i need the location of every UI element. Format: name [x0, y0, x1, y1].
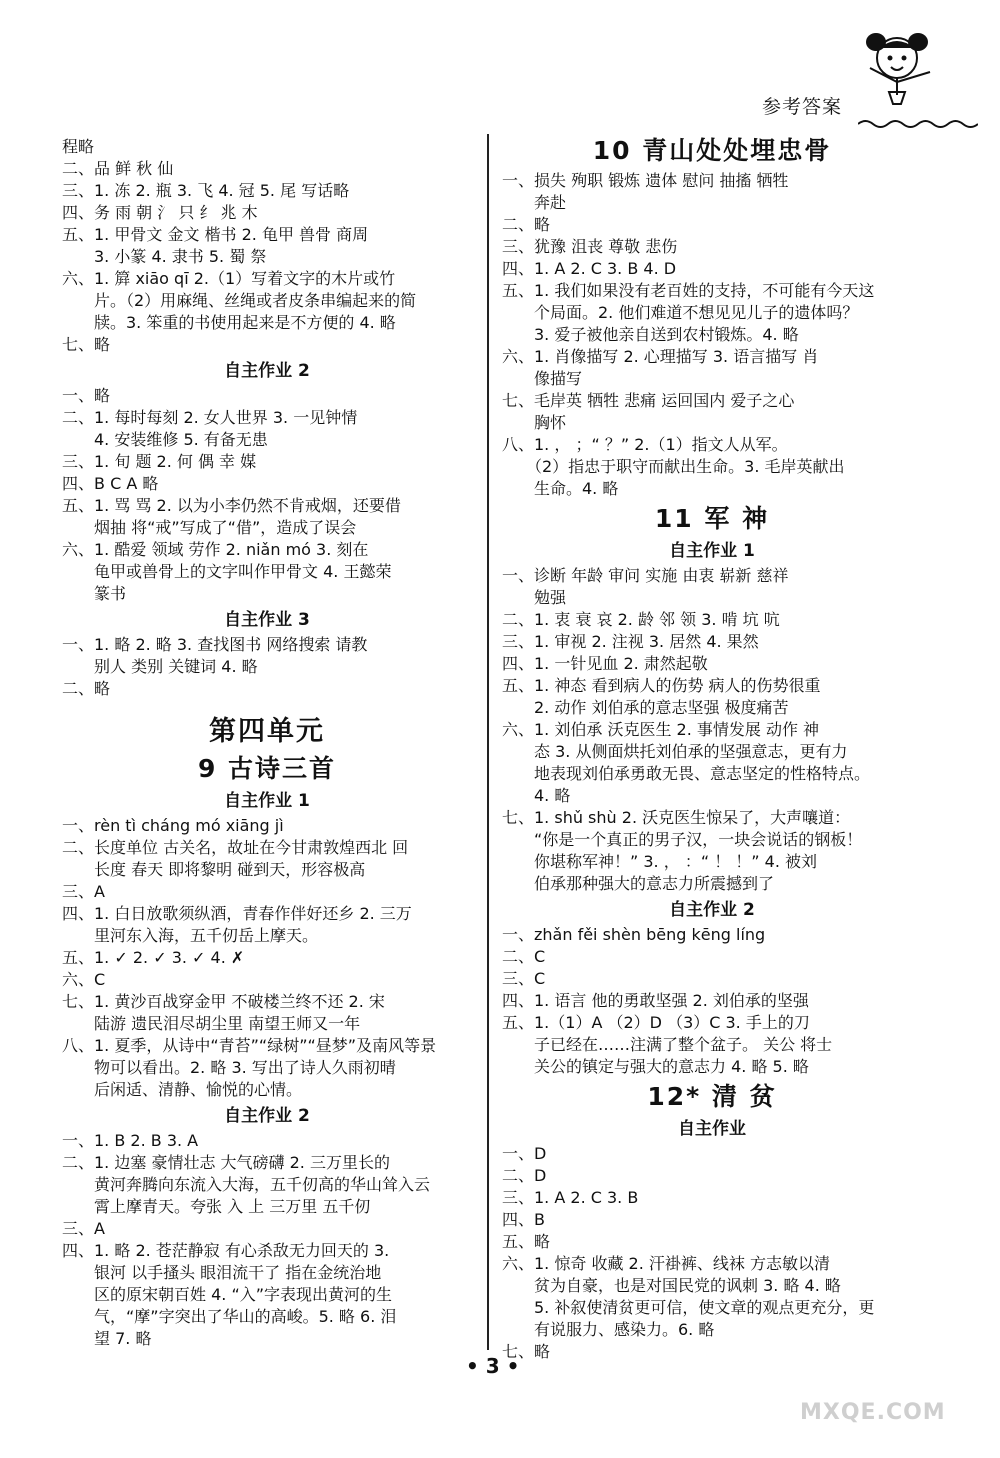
- exercise-heading: 自主作业 2: [224, 1106, 310, 1126]
- answer-line: 三、A: [62, 1219, 105, 1238]
- left-column: [62, 136, 472, 1350]
- answer-line: 三、A: [62, 882, 105, 901]
- right-block-3: [502, 924, 922, 1078]
- answer-line: 五、1. 骂 骂 2. 以为小李仍然不肯戒烟，还要借: [62, 496, 401, 515]
- left-block-5: [62, 1130, 472, 1350]
- answer-line: 有说服力、感染力。6. 略: [502, 1320, 715, 1339]
- answer-line: 五、1.（1）A （2）D （3）C 3. 手上的刀: [502, 1013, 810, 1032]
- watermark: MXQE.COM: [800, 1400, 946, 1425]
- answer-line: 七、毛岸英 牺牲 悲痛 运回国内 爱子之心: [502, 391, 795, 410]
- exercise-heading: 自主作业 1: [669, 541, 755, 561]
- answer-line: 霄上摩青天。夸张 入 上 三万里 五千仞: [62, 1197, 371, 1216]
- exercise-heading: 自主作业 1: [224, 791, 310, 811]
- answer-line: 4. 安装维修 5. 有备无患: [62, 430, 268, 449]
- right-block-2: [502, 565, 922, 895]
- answer-line: 像描写: [502, 369, 583, 388]
- answer-line: 七、1. 黄沙百战穿金甲 不破楼兰终不还 2. 宋: [62, 992, 385, 1011]
- header-label: 参考答案: [762, 96, 843, 118]
- right-block-4: [502, 1143, 922, 1363]
- left-block-4: [62, 815, 472, 1101]
- right-block-1: [502, 170, 922, 500]
- answer-line: 八、1. 夏季，从诗中“青苔”“绿树”“昼梦”及南风等景: [62, 1036, 437, 1055]
- answer-line: 三、1. 审视 2. 注视 3. 居然 4. 果然: [502, 632, 759, 651]
- lesson-title: 11 军 神: [654, 504, 770, 533]
- answer-line: 一、损失 殉职 锻炼 遗体 慰问 抽搐 牺牲: [502, 171, 789, 190]
- answer-line: 3. 爱子被他亲自送到农村锻炼。4. 略: [502, 325, 799, 344]
- answer-line: 一、诊断 年龄 审问 实施 由衷 崭新 慈祥: [502, 566, 789, 585]
- answer-line: 物可以看出。2. 略 3. 写出了诗人久雨初晴: [62, 1058, 396, 1077]
- answer-line: 5. 补叙使清贫更可信，使文章的观点更充分，更: [502, 1298, 875, 1317]
- right-column: [502, 136, 922, 1363]
- answer-line: 气，“摩”字突出了华山的高峻。5. 略 6. 泪: [62, 1307, 397, 1326]
- answer-line: 程略: [62, 137, 95, 156]
- exercise-heading: 自主作业: [678, 1119, 746, 1139]
- page-number: • 3 •: [466, 1354, 520, 1378]
- answer-line: 牍。3. 笨重的书使用起来是不方便的 4. 略: [62, 313, 396, 332]
- answer-line: 五、略: [502, 1232, 551, 1251]
- answer-line: 一、1. B 2. B 3. A: [62, 1131, 199, 1150]
- answer-line: 望 7. 略: [62, 1329, 152, 1348]
- answer-line: 四、1. 一针见血 2. 肃然起敬: [502, 654, 708, 673]
- answer-line: 六、C: [62, 970, 106, 989]
- answer-line: 子已经在……注满了整个盆子。 关公 将士: [502, 1035, 833, 1054]
- column-divider: [487, 134, 489, 1350]
- answer-line: 龟甲或兽骨上的文字叫作甲骨文 4. 王懿荣: [62, 562, 392, 581]
- answer-line: 五、1. 我们如果没有老百姓的支持，不可能有今天这: [502, 281, 875, 300]
- answer-line: 一、rèn tì cháng mó xiāng jì: [62, 816, 284, 835]
- cartoon-girl-icon: [852, 20, 962, 115]
- answer-line: 贫为自豪，也是对国民党的讽刺 3. 略 4. 略: [502, 1276, 841, 1295]
- answer-line: 三、1. 旬 题 2. 何 偶 幸 媒: [62, 452, 257, 471]
- answer-line: 长度 春天 即将黎明 碰到天，形容极高: [62, 860, 366, 879]
- answer-line: 三、犹豫 沮丧 尊敬 悲伤: [502, 237, 678, 256]
- answer-line: 4. 略: [502, 786, 571, 805]
- answer-line: 六、1. 刘伯承 沃克医生 2. 事情发展 动作 神: [502, 720, 820, 739]
- answer-line: 二、1. 每时每刻 2. 女人世界 3. 一见钟情: [62, 408, 358, 427]
- lesson-title: 12* 清 贫: [647, 1082, 777, 1111]
- answer-line: 二、D: [502, 1166, 547, 1185]
- answer-line: 片。（2）用麻绳、丝绳或者皮条串编起来的简: [62, 291, 417, 310]
- answer-line: 态 3. 从侧面烘托刘伯承的坚强意志，更有力: [502, 742, 848, 761]
- answer-line: “你是一个真正的男子汉，一块会说话的钢板！: [502, 830, 863, 849]
- answer-line: 四、B: [502, 1210, 545, 1229]
- answer-line: （2）指忠于职守而献出生命。3. 毛岸英献出: [502, 457, 845, 476]
- answer-line: 银河 以手搔头 眼泪流干了 指在金统治地: [62, 1263, 382, 1282]
- answer-line: 陆游 遗民泪尽胡尘里 南望王师又一年: [62, 1014, 361, 1033]
- answer-line: 你堪称军神！” 3. ， ：“ ！ ！” 4. 被刘: [502, 852, 818, 871]
- answer-line: 伯承那种强大的意志力所震撼到了: [502, 874, 775, 893]
- answer-line: 二、略: [502, 215, 551, 234]
- answer-line: 二、略: [62, 679, 111, 698]
- answer-line: 六、1. 惊奇 收藏 2. 汗褂裤、线袜 方志敏以清: [502, 1254, 830, 1273]
- answer-line: 胸怀: [502, 413, 567, 432]
- answer-line: 四、1. 略 2. 苍茫静寂 有心杀敌无力回天的 3.: [62, 1241, 390, 1260]
- answer-line: 2. 动作 刘伯承的意志坚强 极度痛苦: [502, 698, 789, 717]
- answer-line: 六、1. 簈 xiāo qī 2.（1）写着文字的木片或竹: [62, 269, 396, 288]
- answer-line: 一、D: [502, 1144, 547, 1163]
- answer-line: 四、务 雨 朝 氵 只 纟 兆 木: [62, 203, 258, 222]
- answer-line: 三、1. A 2. C 3. B: [502, 1188, 639, 1207]
- answer-line: 四、1. 白日放歌须纵酒，青春作伴好还乡 2. 三万: [62, 904, 412, 923]
- exercise-heading: 自主作业 2: [224, 361, 310, 381]
- answer-line: 四、1. A 2. C 3. B 4. D: [502, 259, 677, 278]
- answer-line: 六、1. 酷爱 领域 劳作 2. niǎn mó 3. 刻在: [62, 540, 369, 559]
- answer-line: 后闲适、清静、愉悦的心情。: [62, 1080, 303, 1099]
- exercise-heading: 自主作业 2: [669, 900, 755, 920]
- left-block-3: [62, 634, 472, 700]
- answer-line: 一、略: [62, 386, 111, 405]
- lesson-title: 9 古诗三首: [197, 754, 337, 783]
- answer-line: 二、1. 衷 衰 哀 2. 龄 邻 领 3. 啃 坑 吭: [502, 610, 780, 629]
- answer-line: 勉强: [502, 588, 567, 607]
- answer-line: 一、zhǎn fěi shèn bēng kēng líng: [502, 925, 766, 944]
- answer-line: 地表现刘伯承勇敢无畏、意志坚定的性格特点。: [502, 764, 871, 783]
- answer-line: 烟抽 将“戒”写成了“借”，造成了误会: [62, 518, 357, 537]
- answer-line: 里河东入海，五千仞岳上摩天。: [62, 926, 319, 945]
- answer-line: 篆书: [62, 584, 127, 603]
- answer-line: 七、略: [502, 1342, 551, 1361]
- answer-line: 四、B C A 略: [62, 474, 159, 493]
- wave-divider-icon: [858, 118, 978, 130]
- answer-line: 二、1. 边塞 豪情壮志 大气磅礴 2. 三万里长的: [62, 1153, 390, 1172]
- answer-line: 五、1. ✓ 2. ✓ 3. ✓ 4. ✗: [62, 948, 245, 967]
- left-block-2: [62, 385, 472, 605]
- answer-line: 六、1. 肖像描写 2. 心理描写 3. 语言描写 肖: [502, 347, 819, 366]
- answer-line: 七、略: [62, 335, 111, 354]
- answer-line: 八、1. ， ；“ ？” 2.（1）指文人从军。: [502, 435, 788, 454]
- answer-line: 二、长度单位 古关名，故址在今甘肃敦煌西北 回: [62, 838, 409, 857]
- lesson-title: 10 青山处处埋忠骨: [592, 136, 832, 165]
- left-block-1: [62, 136, 472, 356]
- answer-line: 黄河奔腾向东流入大海，五千仞高的华山耸入云: [62, 1175, 431, 1194]
- answer-line: 三、1. 冻 2. 瓶 3. 飞 4. 冠 5. 尾 写话略: [62, 181, 350, 200]
- answer-line: 关公的镇定与强大的意志力 4. 略 5. 略: [502, 1057, 809, 1076]
- unit-title: 第四单元: [209, 716, 325, 747]
- answer-line: 生命。4. 略: [502, 479, 619, 498]
- answer-line: 3. 小篆 4. 隶书 5. 蜀 祭: [62, 247, 267, 266]
- answer-line: 二、品 鲜 秋 仙: [62, 159, 174, 178]
- answer-line: 五、1. 甲骨文 金文 楷书 2. 龟甲 兽骨 商周: [62, 225, 369, 244]
- answer-line: 别人 类别 关键词 4. 略: [62, 657, 258, 676]
- answer-line: 奔赴: [502, 193, 567, 212]
- answer-line: 个局面。2. 他们难道不想见见儿子的遗体吗？: [502, 303, 859, 322]
- answer-line: 七、1. shǔ shù 2. 沃克医生惊呆了，大声嚷道：: [502, 808, 851, 827]
- answer-line: 五、1. 神态 看到病人的伤势 病人的伤势很重: [502, 676, 821, 695]
- answer-line: 三、C: [502, 969, 546, 988]
- answer-line: 区的原宋朝百姓 4. “入”字表现出黄河的生: [62, 1285, 393, 1304]
- answer-line: 一、1. 略 2. 略 3. 查找图书 网络搜索 请教: [62, 635, 368, 654]
- exercise-heading: 自主作业 3: [224, 610, 310, 630]
- answer-line: 四、1. 语言 他的勇敢坚强 2. 刘伯承的坚强: [502, 991, 809, 1010]
- answer-line: 二、C: [502, 947, 546, 966]
